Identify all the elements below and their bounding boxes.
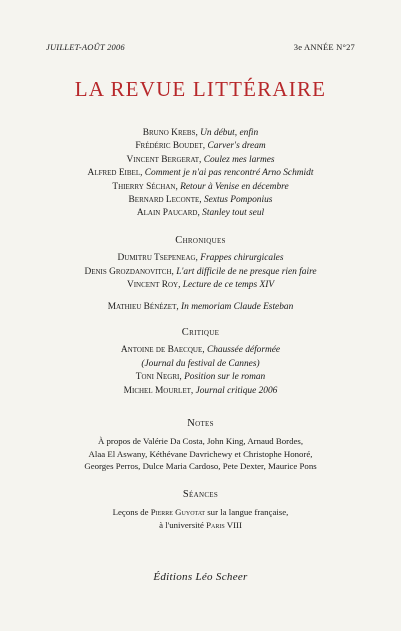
critique-item: Toni Negri, Position sur le roman [135,372,266,383]
contents-list [0,127,401,221]
issue-number: 3e ANNÉE N°27 [293,42,355,52]
contents-item: Bernard Leconte, Sextus Pomponius [128,195,273,206]
chroniques-section [0,234,401,314]
chroniques-extra-item: Mathieu Bénézet, In memoriam Claude Esteban [107,301,294,312]
section-heading-critique: Critique [181,327,220,338]
section-heading-chroniques: Chroniques [175,235,226,246]
critique-item: Michel Mourlet, Journal critique 2006 [123,385,278,396]
contents-item: Thierry Séchan, Retour à Venise en décembre [112,181,289,192]
contents-item: Bruno Krebs, Un début, enfin [142,128,259,138]
critique-section [0,326,401,398]
critique-item: Antoine de Baecque, Chaussée déformée [120,345,281,356]
issue-date: JUILLET-AOÛT 2006 [46,42,125,52]
notes-line: Georges Perros, Dulce Maria Cardoso, Pete Dexter, Maurice Pons [84,461,317,472]
chroniques-item: Denis Grozdanovitch, L'art difficile de ne presque rien faire [84,266,317,277]
section-heading-notes: Notes [187,418,214,429]
critique-item: (Journal du festival de Cannes) [141,358,260,369]
seances-section [0,489,401,531]
chroniques-item: Dumitru Tsepeneag, Frappes chirurgicales [117,253,284,264]
seances-line: Leçons de Pierre Guyotat sur la langue française, [112,507,289,518]
notes-section [0,418,401,473]
chroniques-item: Vincent Roy, Lecture de ce temps XIV [126,280,275,291]
seances-line: à l'université Paris VIII [159,519,242,530]
contents-item: Vincent Bergerat, Coulez mes larmes [126,154,275,165]
contents-item: Alain Paucard, Stanley tout seul [136,208,265,219]
notes-line: Alaa El Aswany, Kéthévane Davrichewy et Christophe Honoré, [88,448,313,459]
section-heading-seances: Séances [182,489,219,500]
contents-item: Alfred Eibel, Comment je n'ai pas rencontré Arno Schmidt [87,168,314,179]
notes-line: À propos de Valérie Da Costa, John King, Arnaud Bordes, [97,436,304,447]
contents-item: Frédéric Boudet, Carver's dream [135,141,266,152]
cover-header [46,42,355,52]
publisher-name: Éditions Léo Scheer [153,571,248,583]
journal-title: LA REVUE LITTÉRAIRE [74,77,327,101]
